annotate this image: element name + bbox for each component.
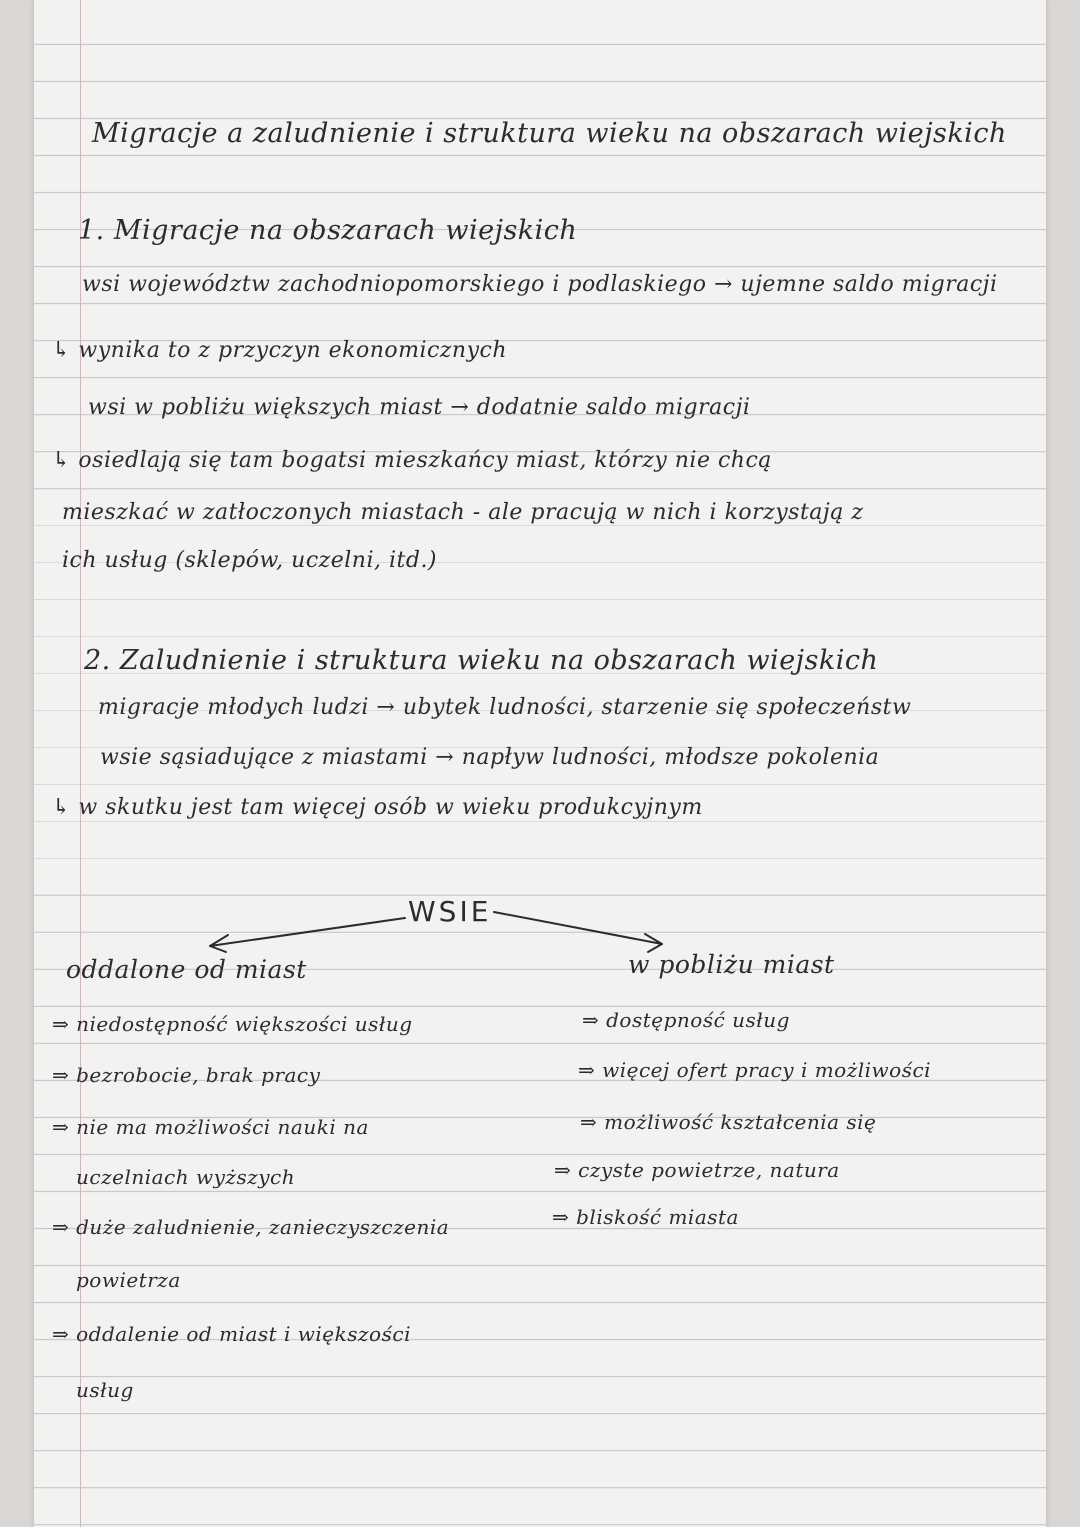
left-item: ⇒ oddalenie od miast i większości bbox=[52, 1322, 411, 1346]
right-item: ⇒ więcej ofert pracy i możliwości bbox=[578, 1058, 932, 1082]
section-2-line: migracje młodych ludzi → ubytek ludności, starzenie się społeczeństw bbox=[98, 695, 912, 720]
right-item: ⇒ dostępność usług bbox=[582, 1008, 790, 1032]
right-item: ⇒ bliskość miasta bbox=[552, 1205, 739, 1229]
section-2-line: wsie sąsiadujące z miastami → napływ ludności, młodsze pokolenia bbox=[100, 745, 880, 770]
section-2-line: ↳ w skutku jest tam więcej osób w wieku produkcyjnym bbox=[52, 795, 703, 820]
section-2-heading: 2. Zaludnienie i struktura wieku na obszarach wiejskich bbox=[84, 645, 879, 676]
section-1-line: ↳ osiedlają się tam bogatsi mieszkańcy miast, którzy nie chcą bbox=[52, 448, 772, 473]
section-1-heading: 1. Migracje na obszarach wiejskich bbox=[78, 215, 578, 246]
section-1-line: wsi w pobliżu większych miast → dodatnie saldo migracji bbox=[88, 395, 751, 420]
arrow-right bbox=[494, 912, 662, 944]
page-title: Migracje a zaludnienie i struktura wieku na obszarach wiejskich bbox=[92, 118, 1007, 149]
left-item: usług bbox=[76, 1378, 134, 1402]
left-item: ⇒ niedostępność większości usług bbox=[52, 1012, 413, 1036]
diagram-left-heading: oddalone od miast bbox=[66, 955, 307, 984]
left-item: ⇒ duże zaludnienie, zanieczyszczenia bbox=[52, 1215, 450, 1239]
diagram-center-label: WSIE bbox=[408, 895, 492, 928]
right-item: ⇒ czyste powietrze, natura bbox=[554, 1158, 840, 1182]
diagram-right-heading: w pobliżu miast bbox=[628, 950, 835, 979]
section-1-line: wsi województw zachodniopomorskiego i podlaskiego → ujemne saldo migracji bbox=[82, 272, 998, 297]
section-1-line: mieszkać w zatłoczonych miastach - ale pracują w nich i korzystają z bbox=[62, 500, 864, 525]
left-item: ⇒ bezrobocie, brak pracy bbox=[52, 1063, 321, 1087]
left-item: powietrza bbox=[76, 1268, 181, 1292]
section-1-line: ↳ wynika to z przyczyn ekonomicznych bbox=[52, 338, 508, 363]
section-1-line: ich usług (sklepów, uczelni, itd.) bbox=[62, 548, 438, 573]
left-item: uczelniach wyższych bbox=[76, 1165, 296, 1189]
right-item: ⇒ możliwość kształcenia się bbox=[580, 1110, 877, 1134]
arrow-left bbox=[210, 918, 405, 946]
left-item: ⇒ nie ma możliwości nauki na bbox=[52, 1115, 369, 1139]
